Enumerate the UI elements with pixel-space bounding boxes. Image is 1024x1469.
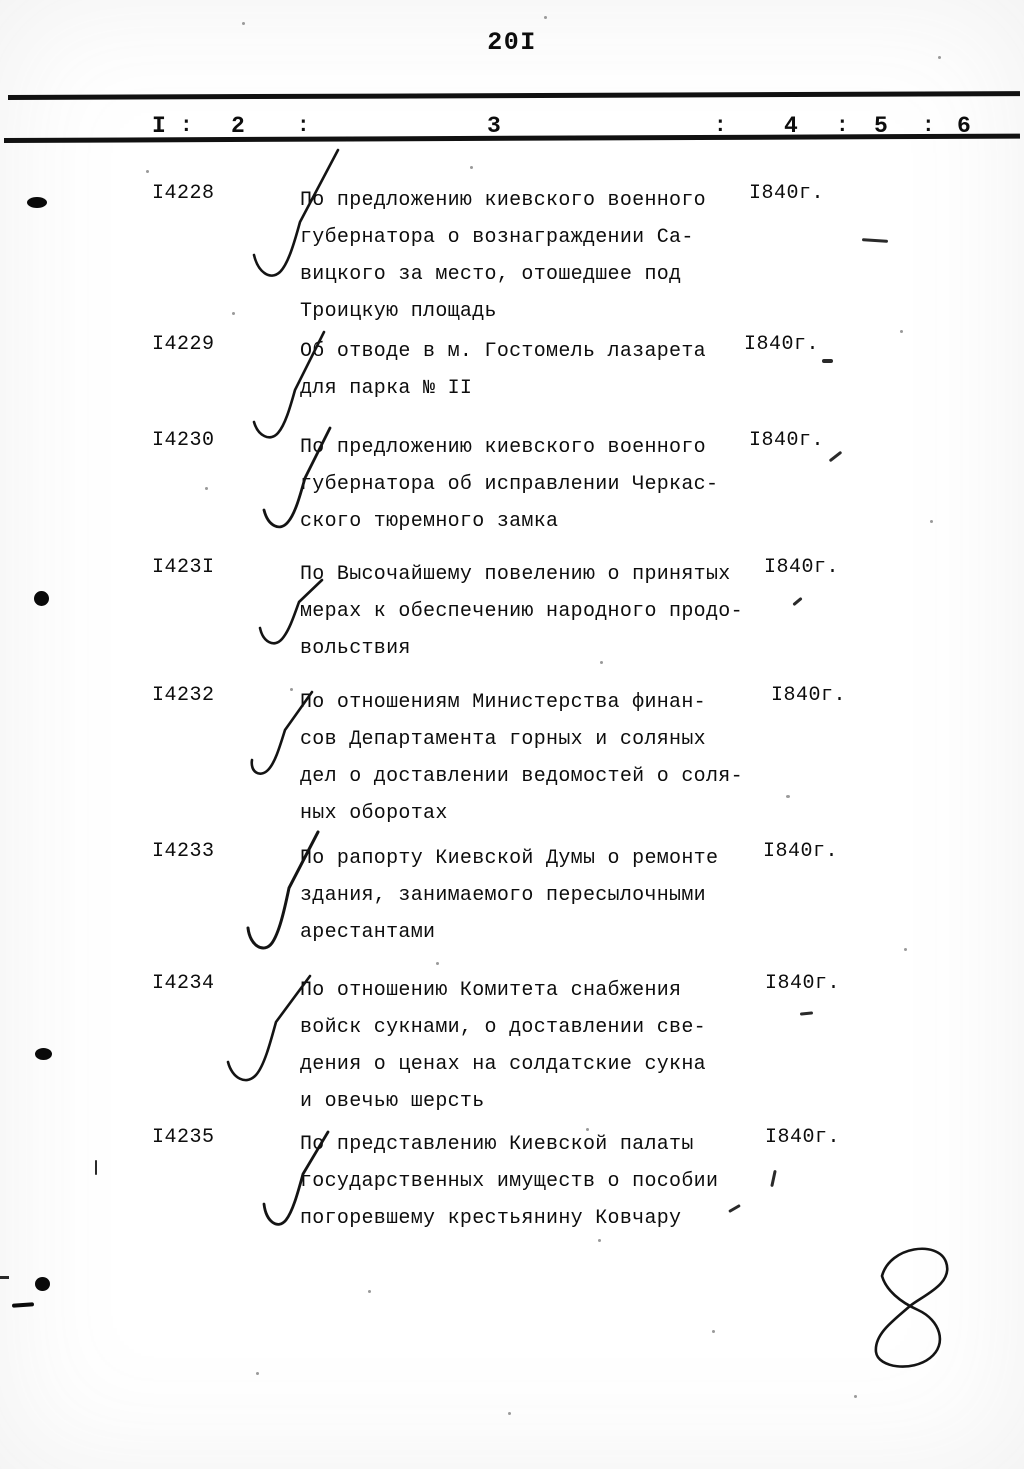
scan-speck bbox=[146, 170, 149, 173]
scan-speck bbox=[436, 962, 439, 965]
column-number-4: 4 bbox=[784, 113, 798, 139]
entry-description-line: сов Департамента горных и соляных bbox=[300, 728, 706, 751]
entry-description-line: Троицкую площадь bbox=[300, 300, 497, 323]
entry-description bbox=[300, 182, 760, 330]
entry-number: I4230 bbox=[152, 429, 215, 452]
entry-description-line: вольствия bbox=[300, 637, 411, 660]
entry-description-line: Об отводе в м. Гостомель лазарета bbox=[300, 340, 706, 363]
stray-pen-mark bbox=[829, 451, 843, 463]
entry-description-line: государственных имуществ о пособии bbox=[300, 1170, 719, 1193]
column-number-6: 6 bbox=[957, 113, 971, 139]
scan-speck bbox=[786, 795, 790, 798]
entry-description-line: арестантами bbox=[300, 921, 436, 944]
entry-description-line: губернатора об исправлении Черкас- bbox=[300, 473, 719, 496]
entry-year: I840г. bbox=[764, 556, 840, 579]
scan-speck bbox=[544, 16, 547, 19]
stray-pen-mark bbox=[862, 238, 888, 243]
margin-ink-blob bbox=[27, 197, 47, 208]
entry-description-line: вицкого за место, отошедшее под bbox=[300, 263, 682, 286]
entry-number: I4234 bbox=[152, 972, 215, 995]
entry-description-line: войск сукнами, о доставлении све- bbox=[300, 1016, 706, 1039]
column-separator: : bbox=[922, 115, 935, 138]
column-number-row bbox=[0, 113, 1024, 143]
stray-pen-mark bbox=[800, 1011, 813, 1015]
scan-speck bbox=[508, 1412, 511, 1415]
margin-ink-blob bbox=[34, 591, 49, 606]
entry-description-line: для парка № II bbox=[300, 377, 473, 400]
column-separator: : bbox=[297, 115, 310, 138]
entry-description bbox=[300, 1126, 760, 1237]
entry-description-line: По отношениям Министерства финан- bbox=[300, 691, 706, 714]
entry-description-line: По представлению Киевской палаты bbox=[300, 1133, 694, 1156]
column-number-5: 5 bbox=[874, 113, 888, 139]
entry-description-line: погоревшему крестьянину Ковчару bbox=[300, 1207, 682, 1230]
entry-description-line: По предложению киевского военного bbox=[300, 189, 706, 212]
column-number-3: 3 bbox=[487, 113, 501, 139]
scan-speck bbox=[232, 312, 235, 315]
entry-description bbox=[300, 556, 760, 667]
entry-description-line: По рапорту Киевской Думы о ремонте bbox=[300, 847, 719, 870]
entry-description-line: мерах к обеспечению народного продо- bbox=[300, 600, 743, 623]
stray-pen-mark bbox=[770, 1170, 776, 1187]
entry-description-line: По отношению Комитета снабжения bbox=[300, 979, 682, 1002]
entry-year: I840г. bbox=[771, 684, 847, 707]
entry-year: I840г. bbox=[749, 182, 825, 205]
stray-pen-mark bbox=[822, 359, 833, 363]
entry-description-line: губернатора о вознаграждении Са- bbox=[300, 226, 694, 249]
entry-description-line: По Высочайшему повелению о принятых bbox=[300, 563, 731, 586]
page-number: 20I bbox=[487, 28, 537, 57]
entry-description-line: дения о ценах на солдатские сукна bbox=[300, 1053, 706, 1076]
column-number-2: 2 bbox=[231, 113, 245, 139]
scan-speck bbox=[712, 1330, 715, 1333]
column-separator: : bbox=[180, 115, 193, 138]
entry-year: I840г. bbox=[749, 429, 825, 452]
margin-ink-dash bbox=[12, 1302, 34, 1308]
handwritten-flourish-icon bbox=[860, 1238, 970, 1373]
stray-pen-mark bbox=[95, 1160, 97, 1175]
scan-speck bbox=[938, 56, 941, 59]
entry-year: I840г. bbox=[765, 972, 841, 995]
entry-description-line: дел о доставлении ведомостей о соля- bbox=[300, 765, 743, 788]
entry-year: I840г. bbox=[744, 333, 820, 356]
column-separator: : bbox=[836, 115, 849, 138]
entry-description-line: По предложению киевского военного bbox=[300, 436, 706, 459]
entry-year: I840г. bbox=[765, 1126, 841, 1149]
column-number-1: I bbox=[152, 113, 166, 139]
entry-number: I423I bbox=[152, 556, 215, 579]
entry-number: I4229 bbox=[152, 333, 215, 356]
scan-speck bbox=[205, 487, 208, 490]
entry-description-line: и овечью шерсть bbox=[300, 1090, 485, 1113]
scan-speck bbox=[368, 1290, 371, 1293]
entry-description-line: здания, занимаемого пересылочными bbox=[300, 884, 706, 907]
entry-description-line: ных оборотах bbox=[300, 802, 448, 825]
entry-number: I4233 bbox=[152, 840, 215, 863]
entry-description-line: ского тюремного замка bbox=[300, 510, 559, 533]
scan-speck bbox=[600, 661, 603, 664]
header-rule-top bbox=[8, 91, 1020, 100]
column-separator: : bbox=[714, 115, 727, 138]
scan-speck bbox=[470, 166, 473, 169]
stray-pen-mark bbox=[0, 1276, 9, 1279]
margin-ink-blob bbox=[35, 1277, 50, 1291]
scan-speck bbox=[256, 1372, 259, 1375]
scan-speck bbox=[242, 22, 245, 25]
stray-pen-mark bbox=[792, 597, 802, 606]
scan-speck bbox=[904, 948, 907, 951]
entry-number: I4232 bbox=[152, 684, 215, 707]
entry-year: I840г. bbox=[763, 840, 839, 863]
scan-speck bbox=[290, 688, 293, 691]
scan-speck bbox=[930, 520, 933, 523]
scan-speck bbox=[598, 1239, 601, 1242]
entry-number: I4235 bbox=[152, 1126, 215, 1149]
entry-description bbox=[300, 840, 760, 951]
entry-description bbox=[300, 333, 760, 407]
entry-number: I4228 bbox=[152, 182, 215, 205]
entry-description bbox=[300, 684, 760, 832]
scan-speck bbox=[586, 1128, 589, 1131]
scan-speck bbox=[900, 330, 903, 333]
entry-description bbox=[300, 429, 760, 540]
margin-ink-blob bbox=[35, 1048, 52, 1060]
entry-description bbox=[300, 972, 760, 1120]
scan-speck bbox=[854, 1395, 857, 1398]
